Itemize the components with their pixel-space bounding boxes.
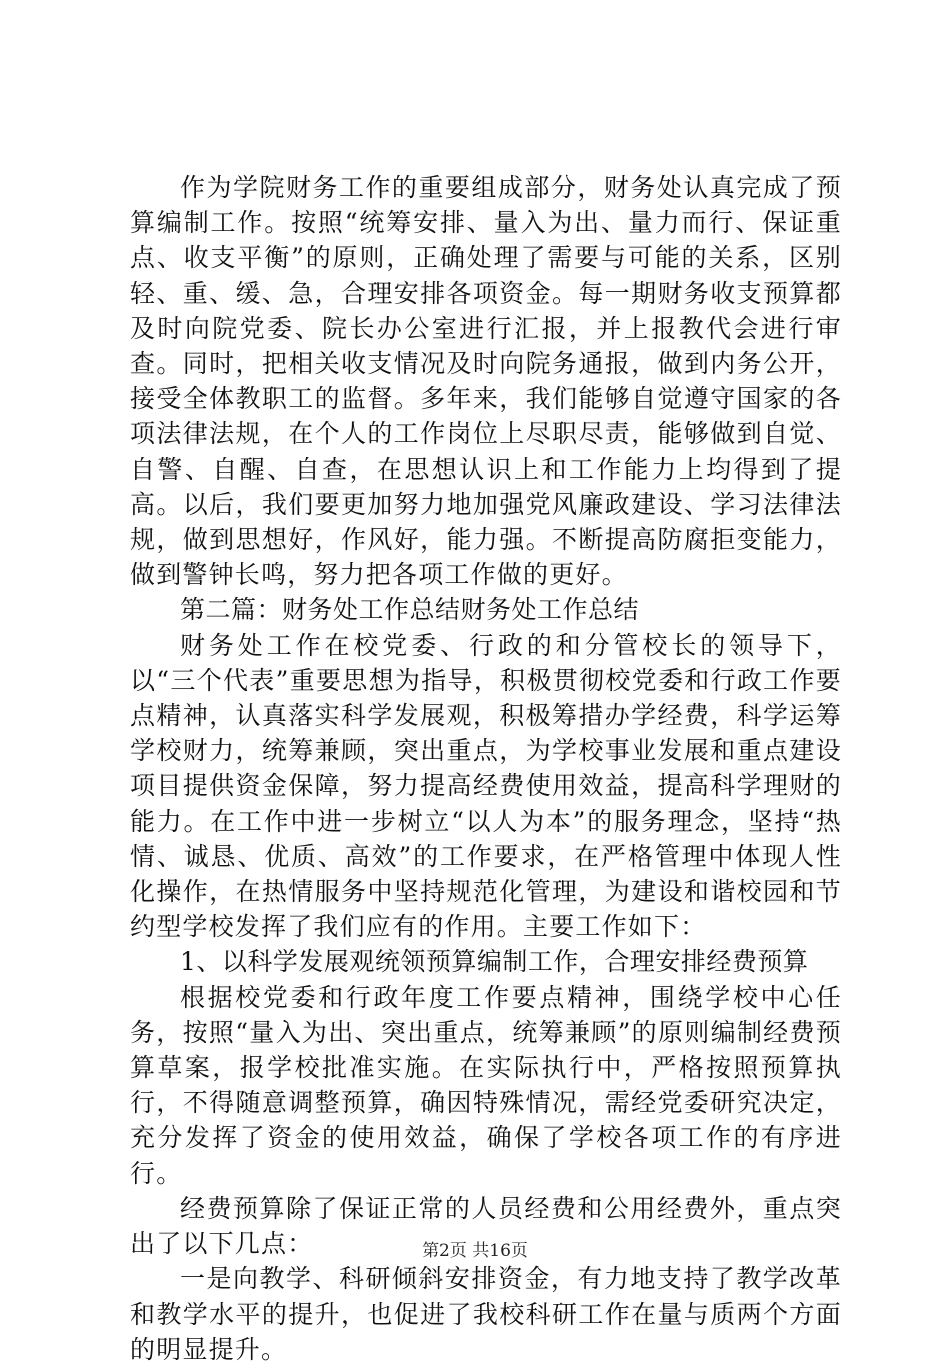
item-heading-1: 1、以科学发展观统领预算编制工作，合理安排经费预算: [180, 947, 809, 977]
paragraph-finance-office-intro: 财务处工作在校党委、行政的和分管校长的领导下，以“三个代表”重要思想为指导，积极贯彻校党委和行政工作要点精神，认真落实科学发展观，积极筹措办学经费，科学运筹学校财力，统筹兼顾，突出重点，为学校事业发展和重点建设项目提供资金保障，努力提高经费使用效益，提高科学理财的能力。在工作中进一步树立“以人为本”的服务理念，坚持“热情、诚恳、优质、高效”的工作要求，在严格管理中体现人性化操作，在热情服务中坚持规范化管理，为建设和谐校园和节约型学校发挥了我们应有的作用。主要工作如下：: [130, 630, 842, 942]
paragraph-budget-drafting: 根据校党委和行政年度工作要点精神，围绕学校中心任务，按照“量入为出、突出重点，统筹兼顾”的原则编制经费预算草案，报学校批准实施。在实际执行中，严格按照预算执行，不得随意调整预算，确因特殊情况，需经党委研究决定，充分发挥了资金的使用效益，确保了学校各项工作的有序进行。: [130, 982, 842, 1188]
document-body: [130, 170, 842, 1367]
page-number-footer: 第2页 共16页: [422, 1241, 528, 1261]
section-heading-part-two: 第二篇：财务处工作总结财务处工作总结: [180, 595, 640, 625]
paragraph-budget-focus: 经费预算除了保证正常的人员经费和公用经费外，重点突出了以下几点：: [130, 1193, 842, 1259]
paragraph-budget-work: 作为学院财务工作的重要组成部分，财务处认真完成了预算编制工作。按照“统筹安排、量入为出、量力而行、保证重点、收支平衡”的原则，正确处理了需要与可能的关系，区别轻、重、缓、急，合理安排各项资金。每一期财务收支预算都及时向院党委、院长办公室进行汇报，并上报教代会进行审查。同时，把相关收支情况及时向院务通报，做到内务公开，接受全体教职工的监督。多年来，我们能够自觉遵守国家的各项法律法规，在个人的工作岗位上尽职尽责，能够做到自觉、自警、自醒、自查，在思想认识上和工作能力上均得到了提高。以后，我们要更加努力地加强党风廉政建设、学习法律法规，做到思想好，作风好，能力强。不断提高防腐拒变能力，做到警钟长鸣，努力把各项工作做的更好。: [130, 173, 842, 590]
paragraph-point-one: 一是向教学、科研倾斜安排资金，有力地支持了教学改革和教学水平的提升，也促进了我校科研工作在量与质两个方面的明显提升。: [130, 1264, 842, 1364]
